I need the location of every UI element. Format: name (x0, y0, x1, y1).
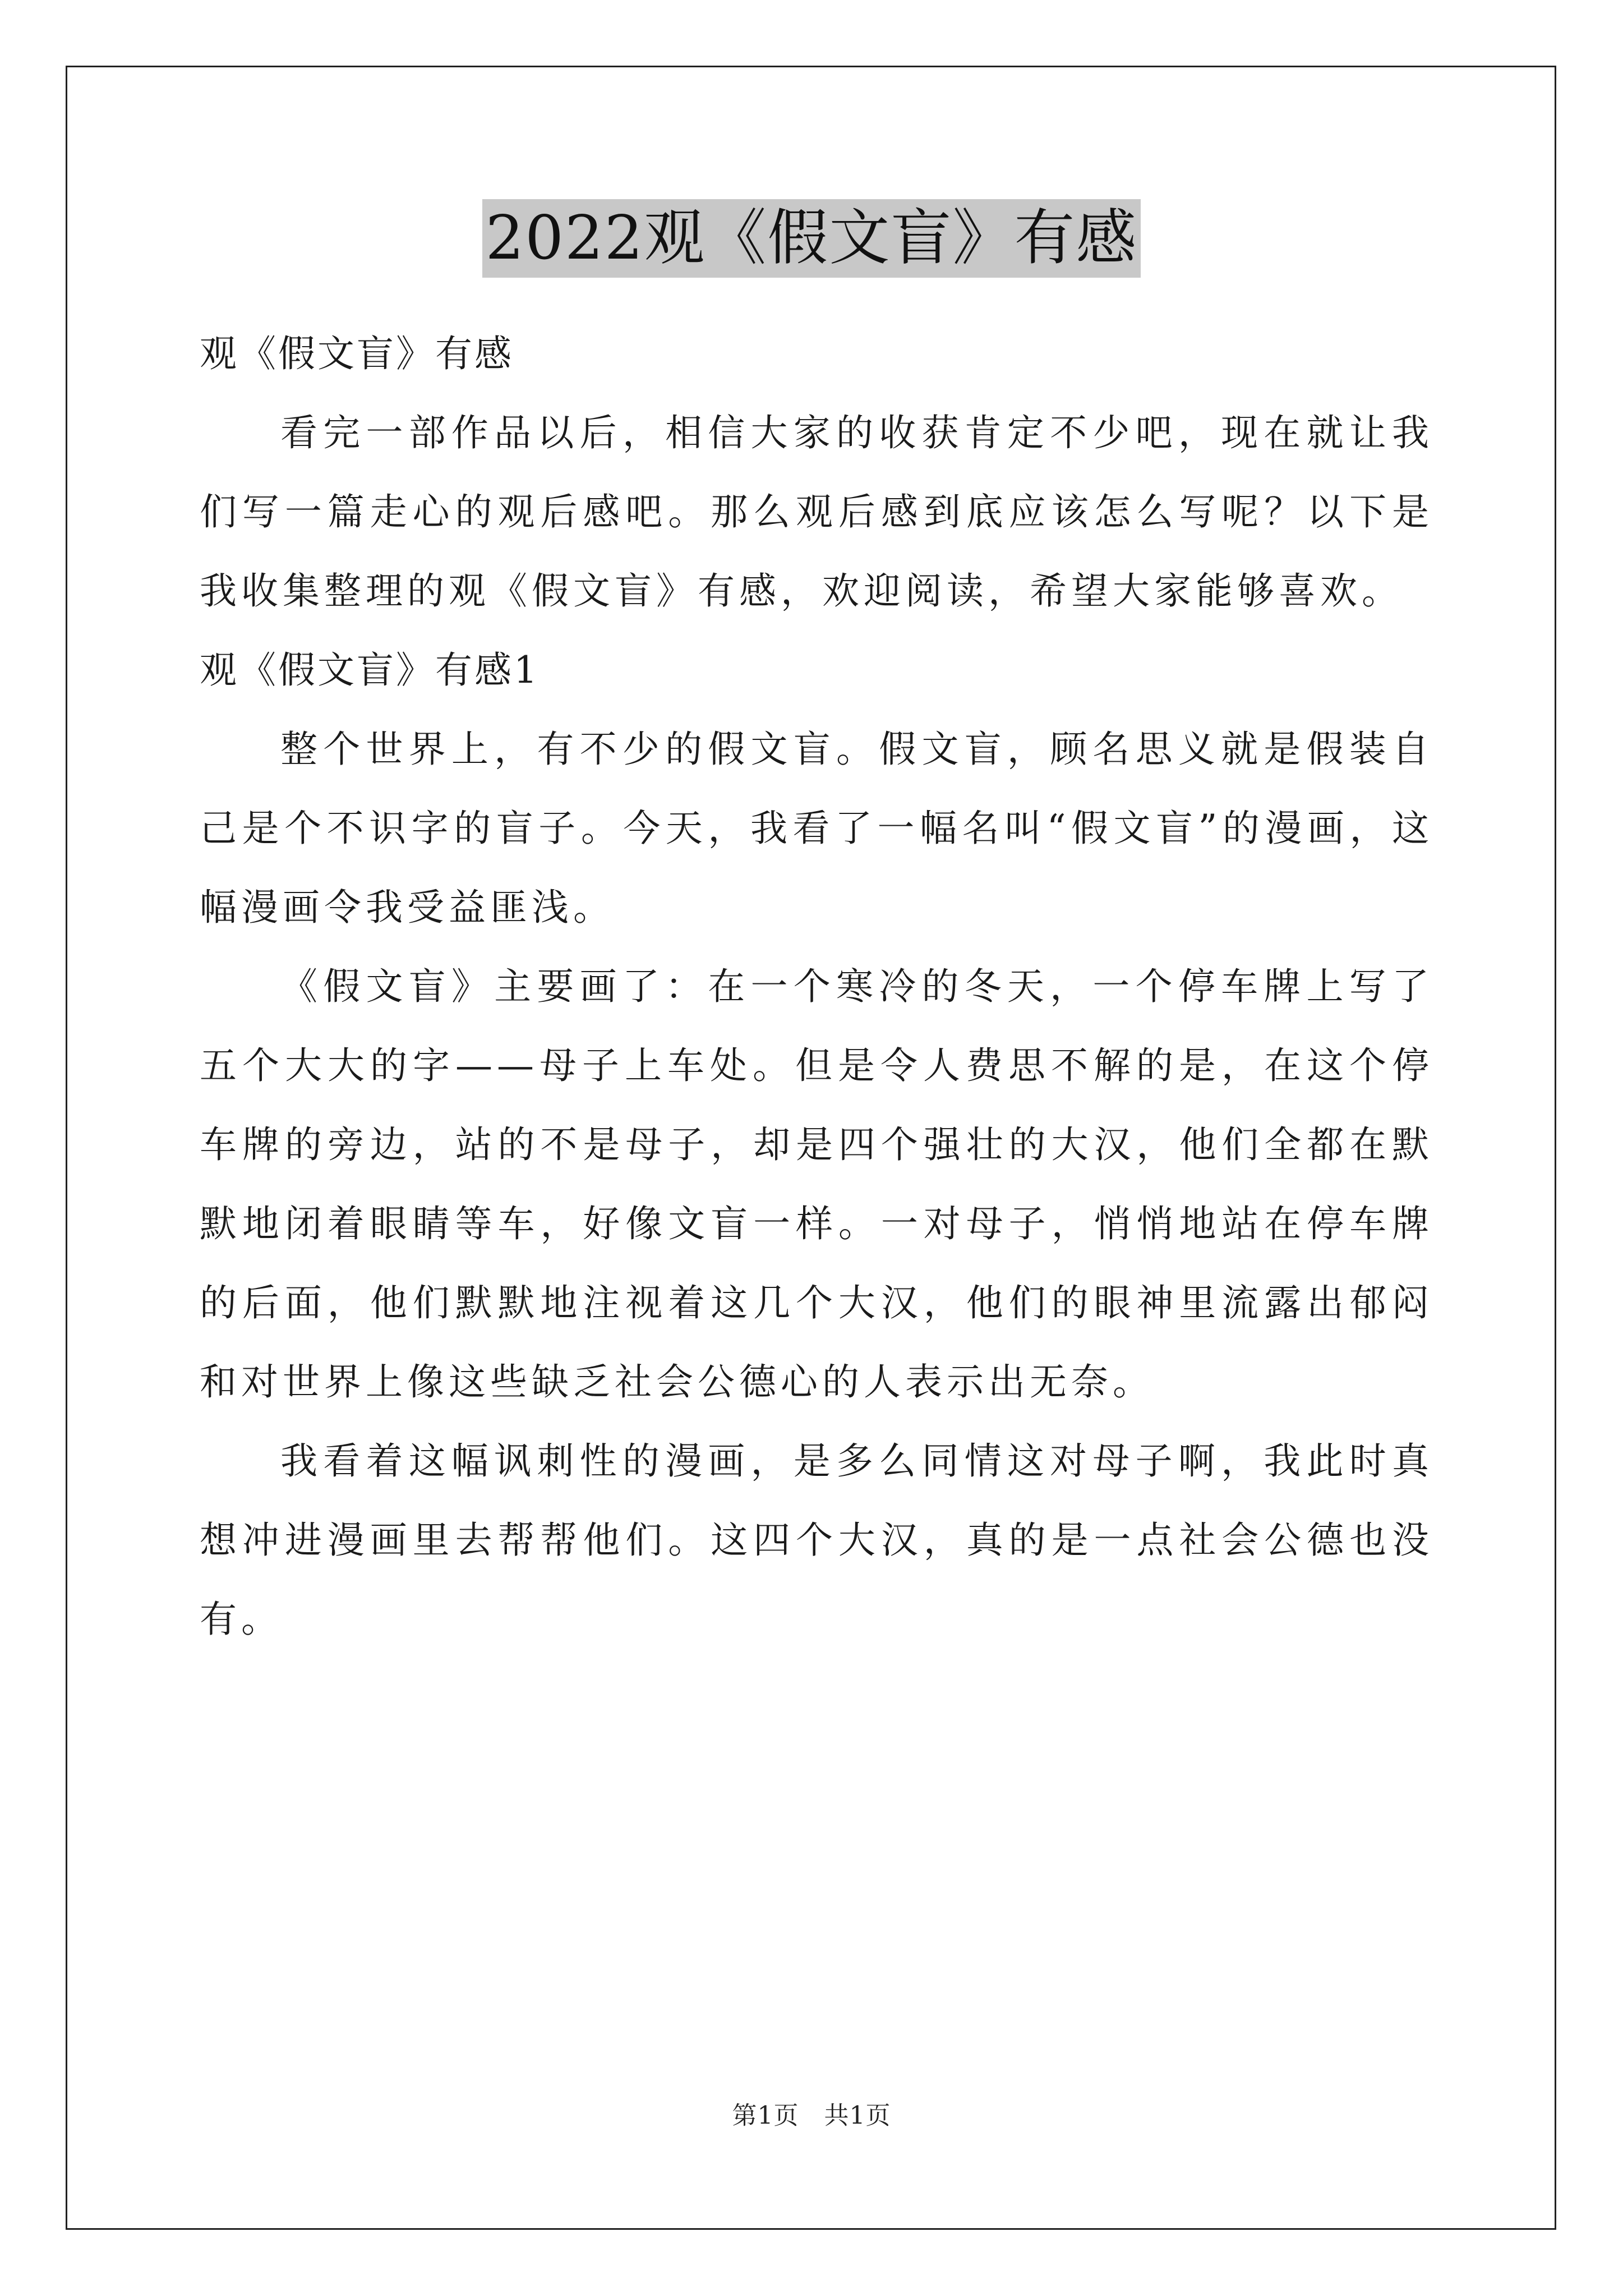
document-body (200, 314, 1433, 1659)
title-container (0, 199, 1623, 278)
paragraph-intro: 看完一部作品以后，相信大家的收获肯定不少吧，现在就让我们写一篇走心的观后感吧。那么观后感到底应该怎么写呢？以下是我收集整理的观《假文盲》有感，欢迎阅读，希望大家能够喜欢。 (200, 411, 1433, 613)
paragraph-body: 《假文盲》主要画了：在一个寒冷的冬天，一个停车牌上写了五个大大的字——母子上车处。但是令人费思不解的是，在这个停车牌的旁边，站的不是母子，却是四个强壮的大汉，他们全都在默默地闭着眼睛等车，好像文盲一样。一对母子，悄悄地站在停车牌的后面，他们默默地注视着这几个大汉，他们的眼神里流露出郁闷和对世界上像这些缺乏社会公德心的人表示出无奈。 (200, 965, 1433, 1404)
page-footer: 第1页 共1页 (732, 2101, 891, 2130)
paragraph-section-heading: 观《假文盲》有感1 (200, 648, 540, 692)
paragraph-body: 整个世界上，有不少的假文盲。假文盲，顾名思义就是假装自己是个不识字的盲子。今天，我看了一幅名叫“假文盲”的漫画，这幅漫画令我受益匪浅。 (200, 728, 1433, 929)
paragraph-subtitle: 观《假文盲》有感 (200, 332, 514, 375)
paragraph-body: 我看着这幅讽刺性的漫画，是多么同情这对母子啊，我此时真想冲进漫画里去帮帮他们。这四个大汉，真的是一点社会公德也没有。 (200, 1439, 1433, 1641)
document-title: 2022观《假文盲》有感 (482, 199, 1141, 278)
